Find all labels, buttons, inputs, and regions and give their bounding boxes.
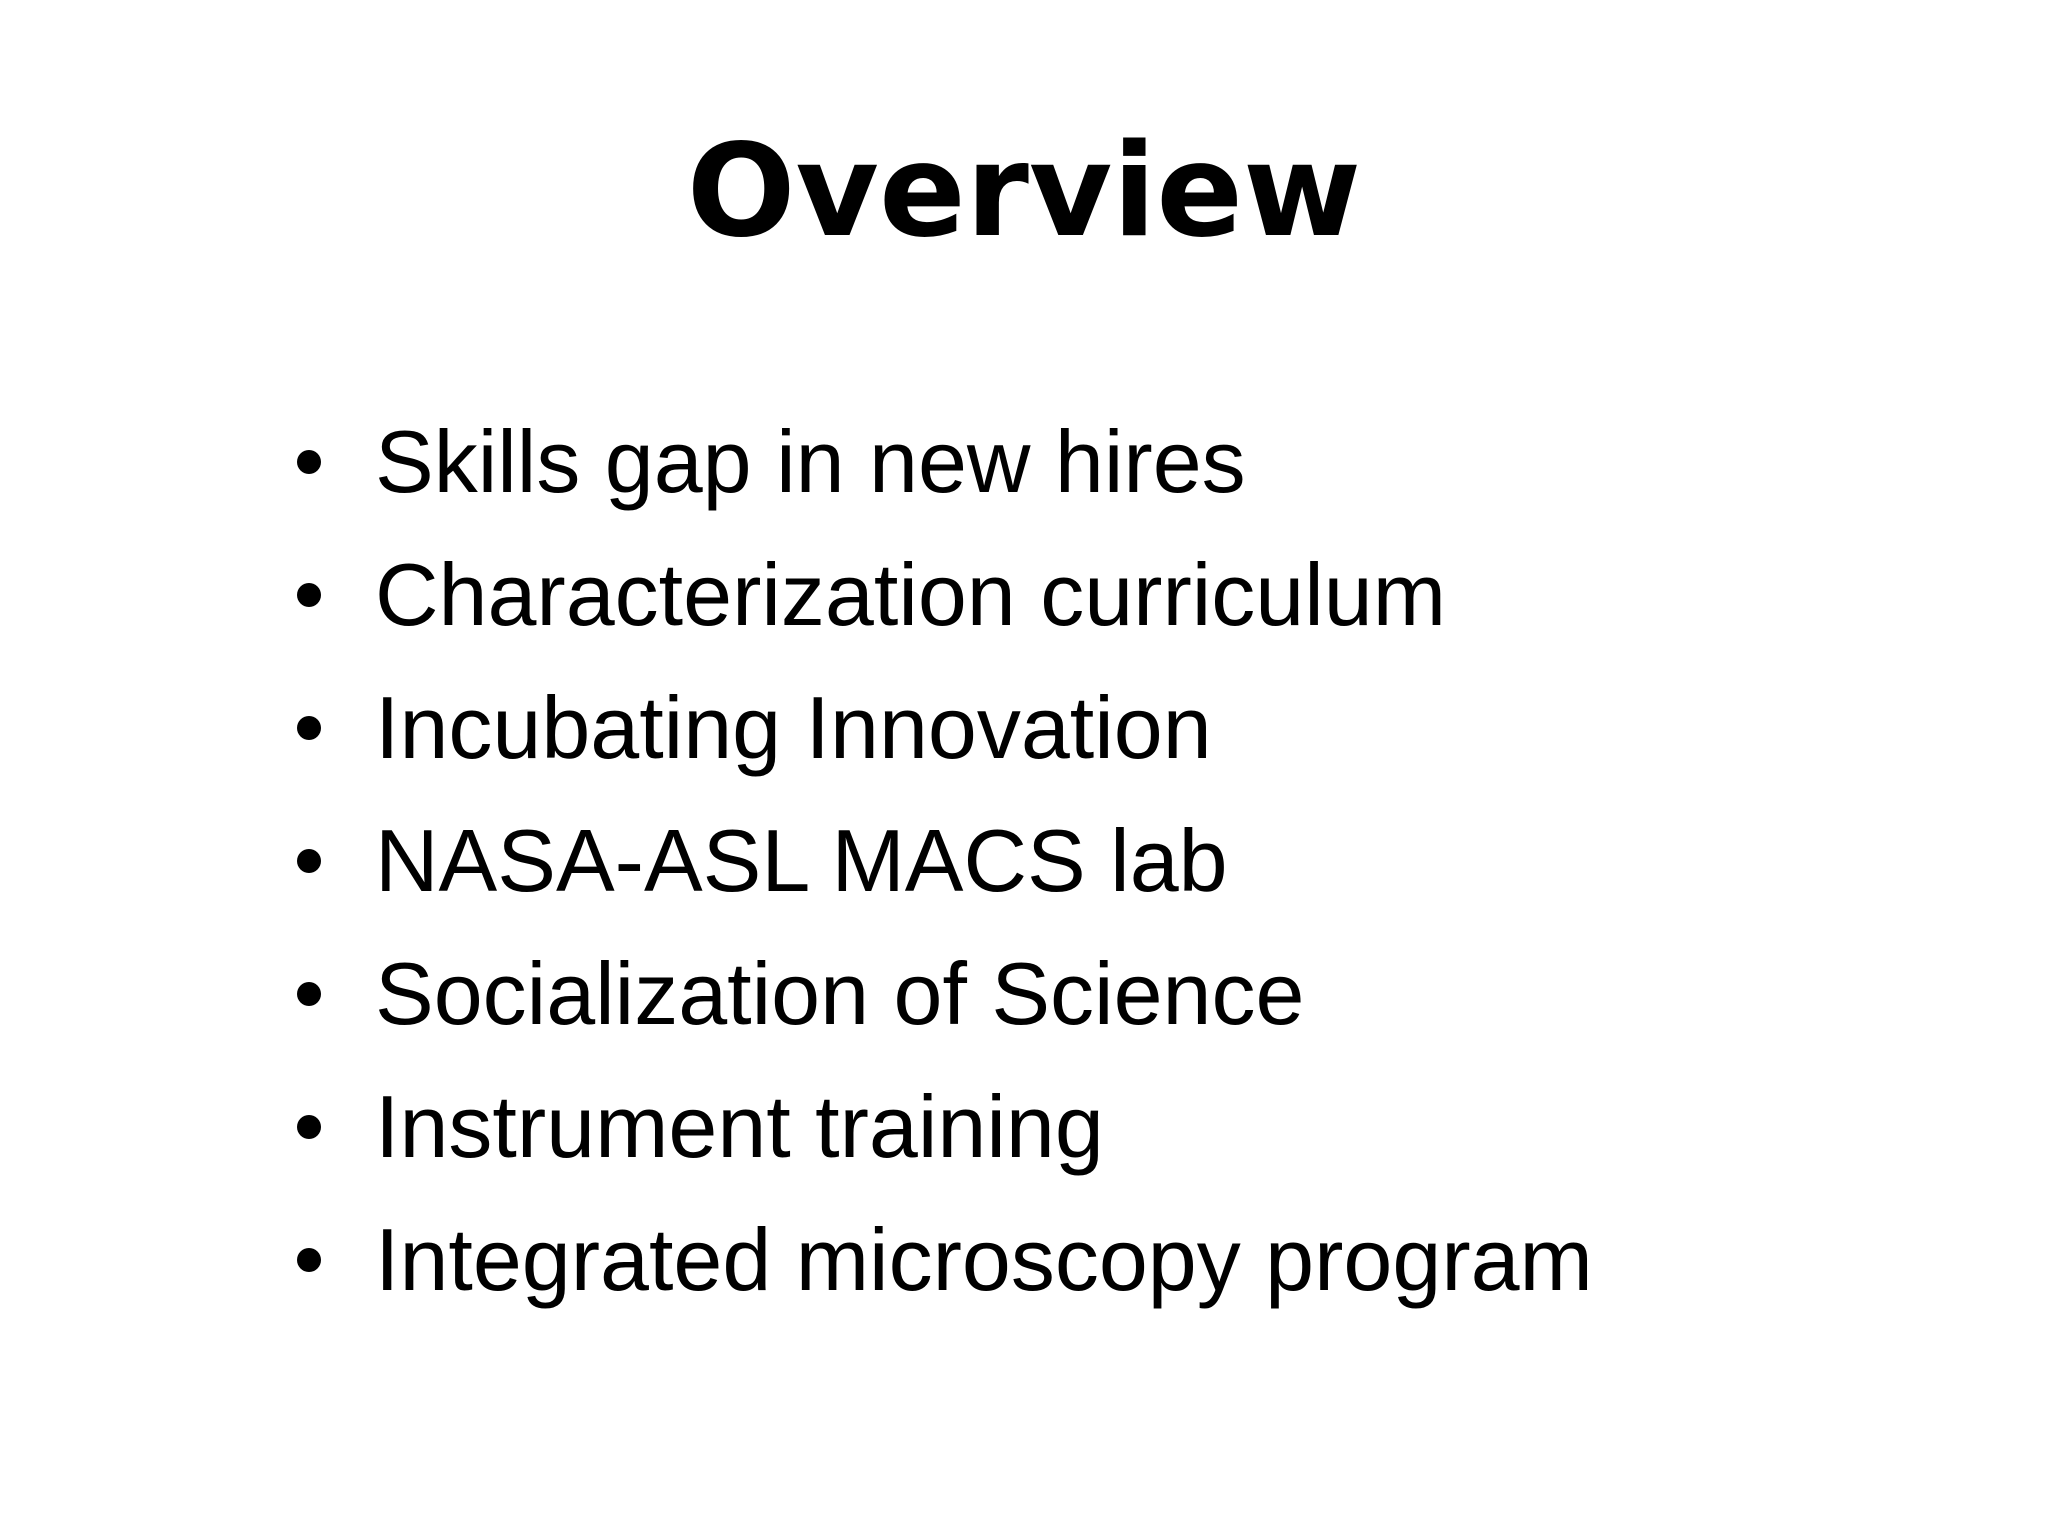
- bullet-text: Instrument training: [375, 1076, 1104, 1176]
- bullet-dot-icon: [297, 583, 321, 607]
- bullet-text: Socialization of Science: [375, 943, 1305, 1043]
- bullet-text: Characterization curriculum: [375, 544, 1447, 644]
- bullet-item: [295, 528, 1593, 661]
- bullet-list: [295, 395, 1593, 1326]
- bullet-dot-icon: [297, 1248, 321, 1272]
- bullet-dot-icon: [297, 849, 321, 873]
- bullet-dot-icon: [297, 1115, 321, 1139]
- bullet-text: Skills gap in new hires: [375, 411, 1246, 511]
- bullet-dot-icon: [297, 716, 321, 740]
- bullet-item: [295, 927, 1593, 1060]
- bullet-text: NASA-ASL MACS lab: [375, 810, 1228, 910]
- bullet-text: Incubating Innovation: [375, 677, 1212, 777]
- bullet-text: Integrated microscopy program: [375, 1209, 1593, 1309]
- bullet-dot-icon: [297, 982, 321, 1006]
- bullet-item: [295, 661, 1593, 794]
- bullet-item: [295, 395, 1593, 528]
- bullet-dot-icon: [297, 450, 321, 474]
- bullet-item: [295, 1193, 1593, 1326]
- bullet-item: [295, 794, 1593, 927]
- bullet-item: [295, 1060, 1593, 1193]
- slide-title: Overview: [686, 117, 1362, 266]
